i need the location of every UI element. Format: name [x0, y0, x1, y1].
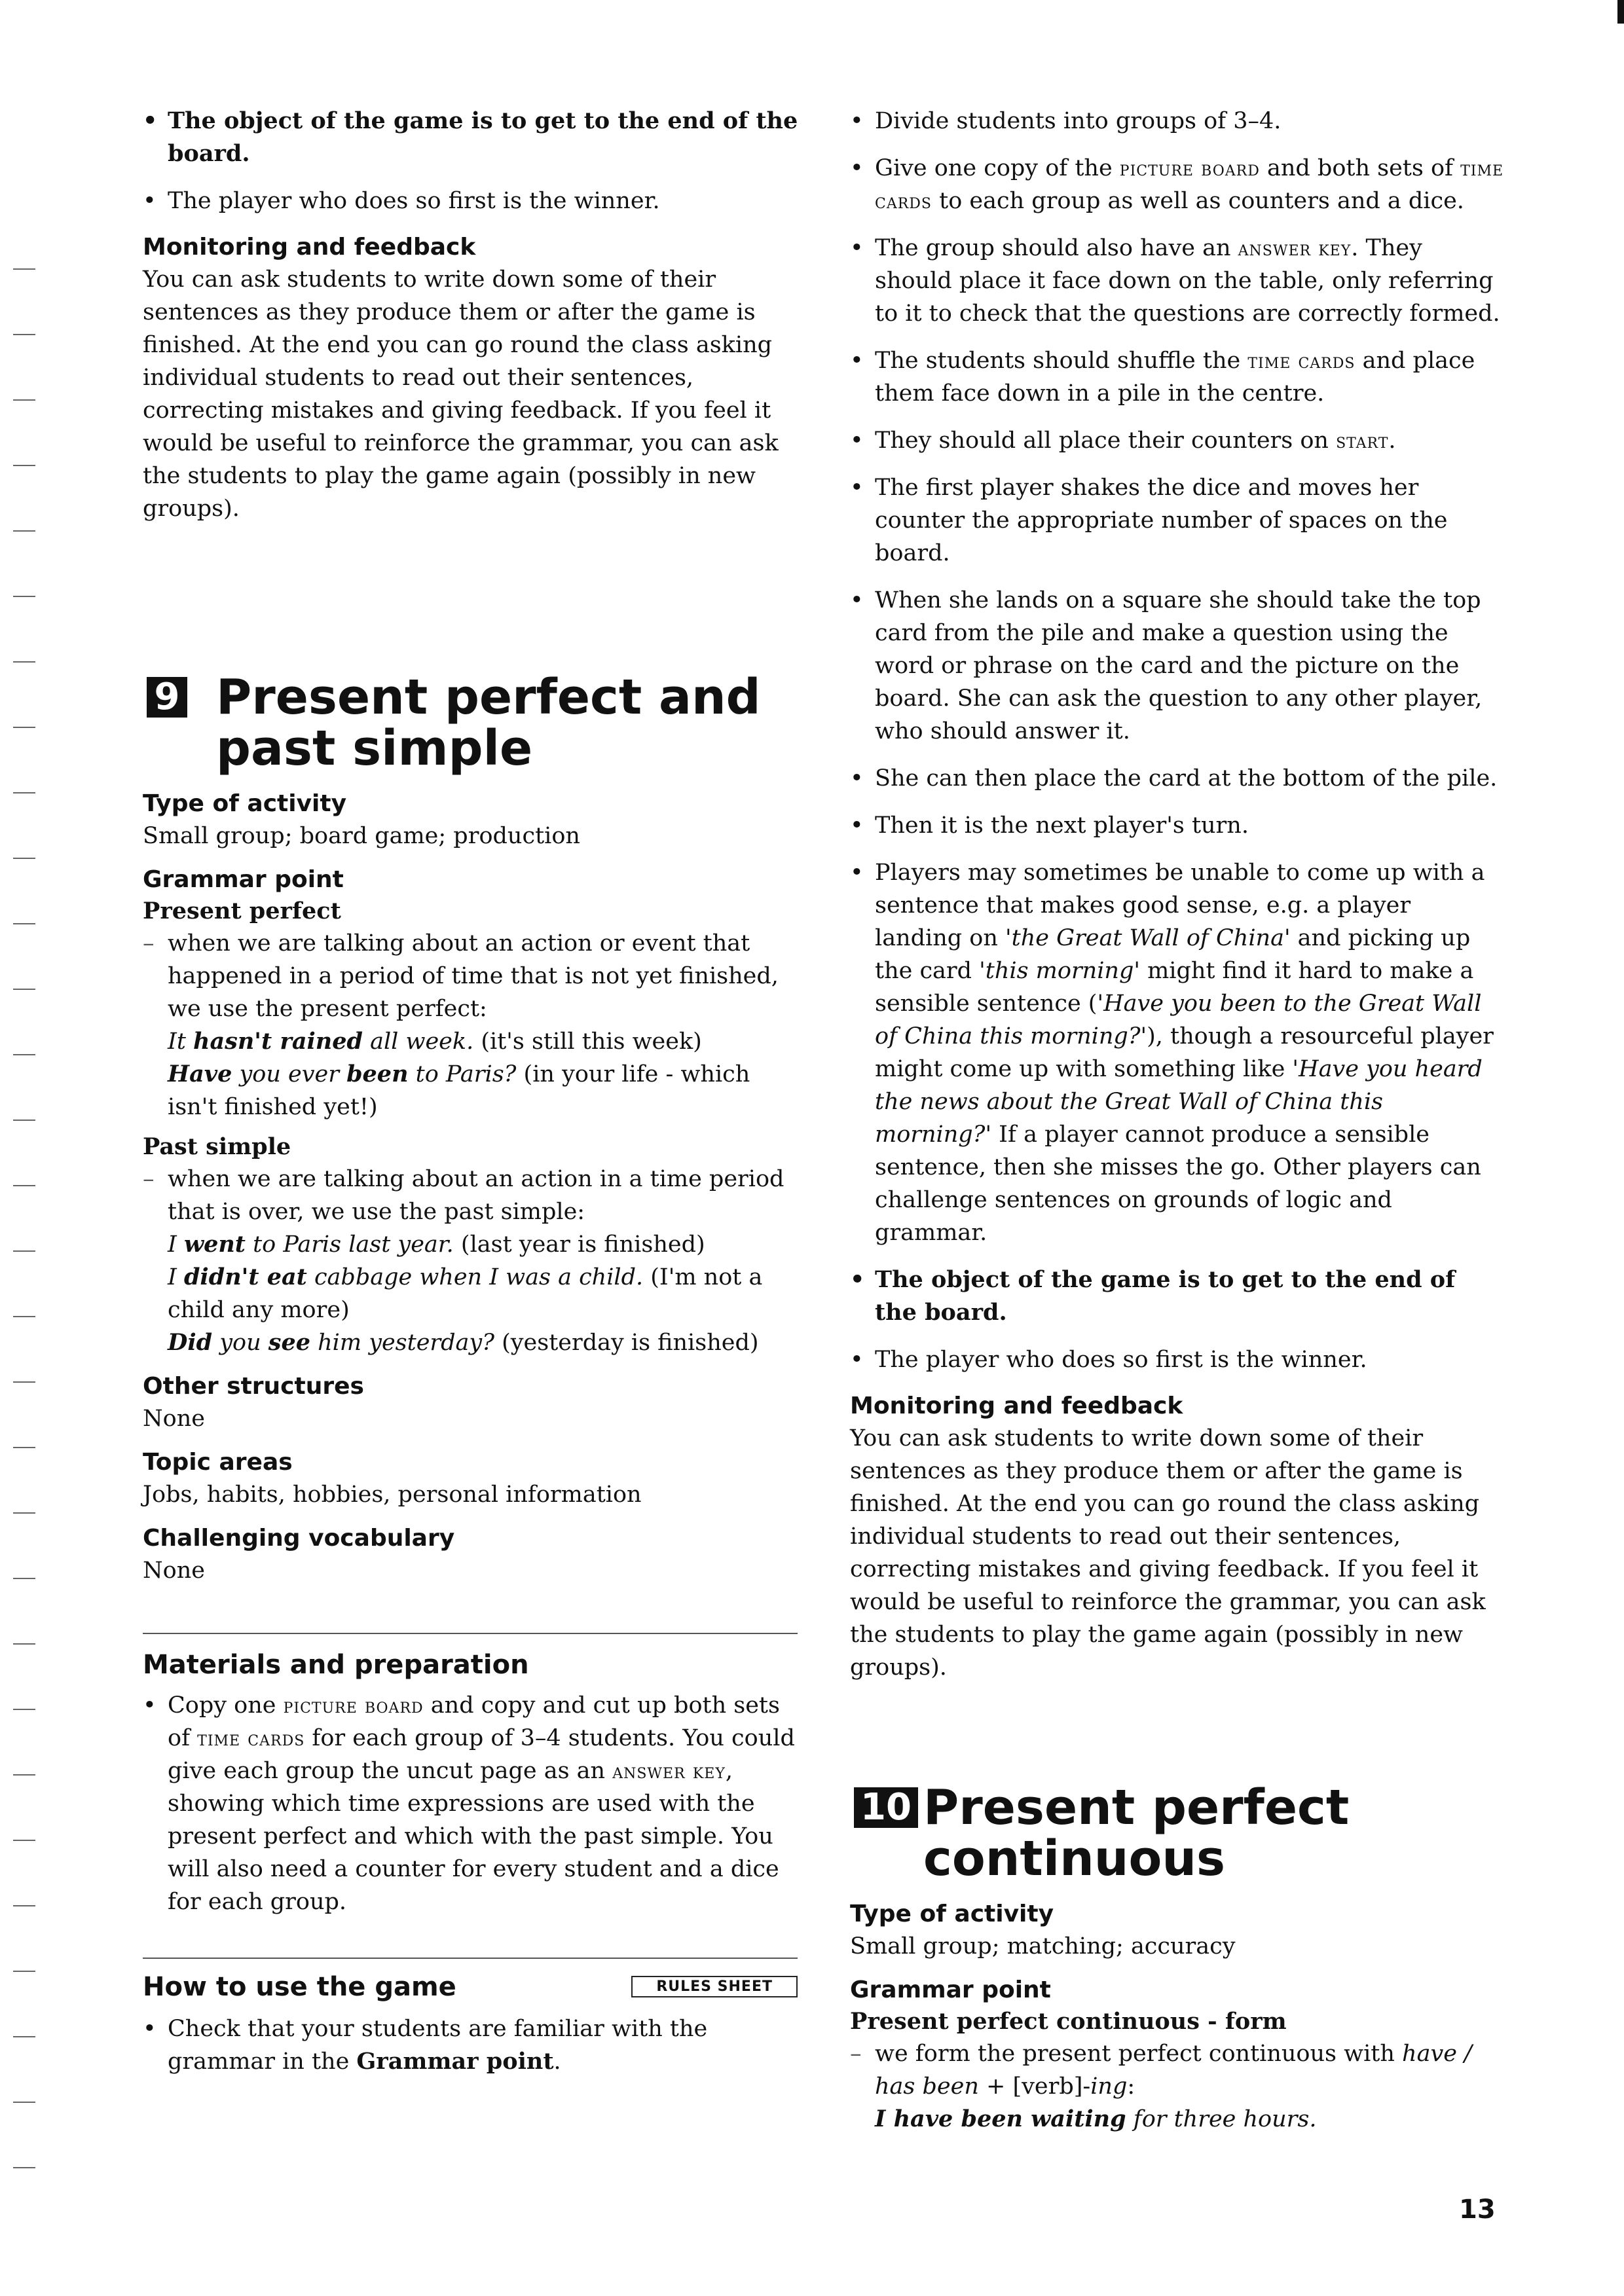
rules-sheet-badge: RULES SHEET [631, 1976, 798, 1997]
list-item: • The group should also have an answer key. They should place it face down on the table, only referring to it to check that the questions are correctly formed. [850, 232, 1505, 330]
example-sentence: I went to Paris last year. (last year is finished) [168, 1231, 705, 1258]
topic-areas-text: Jobs, habits, hobbies, personal information [143, 1482, 642, 1508]
example-sentence: I didn't eat cabbage when I was a child. (I'm not a child any more) [168, 1264, 763, 1323]
section-number-badge: 9 [147, 677, 187, 718]
ppc-list [850, 2037, 1505, 2103]
list-item: • They should all place their counters on start. [850, 424, 1505, 457]
example-sentence: Have you ever been to Paris? (in your life - which isn't finished yet!) [168, 1061, 750, 1120]
left-top-bullets [143, 105, 804, 217]
title-line-2: continuous [923, 1831, 1226, 1887]
challenging-vocabulary-heading: Challenging vocabulary [143, 1525, 455, 1552]
list-item: – when we are talking about an action in a time period that is over, we use the past simple: [143, 1163, 804, 1228]
list-item: • She can then place the card at the bottom of the pile. [850, 762, 1505, 795]
materials-heading: Materials and preparation [143, 1650, 529, 1680]
section-divider [143, 1633, 798, 1634]
list-item: • Divide students into groups of 3–4. [850, 105, 1505, 137]
list-item: • The player who does so first is the winner. [850, 1343, 1505, 1376]
grammar-point-heading: Grammar point [850, 1977, 1051, 2003]
materials-list [143, 1689, 804, 1918]
list-item: • Then it is the next player's turn. [850, 809, 1505, 842]
section-10-title [850, 1779, 1505, 1887]
grammar-point-heading: Grammar point [143, 866, 344, 893]
right-column [850, 105, 1505, 2136]
rules-list [850, 105, 1505, 1376]
list-item: • Check that your students are familiar with the grammar in the Grammar point. [143, 2013, 804, 2078]
page-number: 13 [1459, 2195, 1496, 2225]
ppc-form-heading: Present perfect continuous - form [850, 2008, 1287, 2035]
monitoring-text: You can ask students to write down some of their sentences as they produce them or after the game is finished. At the end you can go round the class asking individual students to read out their sentences, correcting mistakes and giving feedback. If you feel it would be useful to reinforce the grammar, you can ask the students to play the game again (possibly in new groups). [850, 1425, 1486, 1681]
present-perfect-heading: Present perfect [143, 898, 341, 924]
section-number-badge: 10 [854, 1787, 918, 1828]
other-structures-text: None [143, 1406, 205, 1432]
monitoring-text: You can ask students to write down some of their sentences as they produce them or after the game is finished. At the end you can go round the class asking individual students to read out their sentences, correcting mistakes and giving feedback. If you feel it would be useful to reinforce the grammar, you can ask the students to play the game again (possibly in new groups). [143, 266, 779, 522]
list-item: • Give one copy of the picture board and both sets of time cards to each group as well as counters and a dice. [850, 152, 1505, 217]
list-item: • Copy one picture board and copy and cut up both sets of time cards for each group of 3–4 students. You could give each group the uncut page as an answer key, showing which time expressions are used with the present perfect and which with the past simple. You will also need a counter for every student and a dice for each group. [143, 1689, 804, 1918]
how-to-use-heading: How to use the game [143, 1972, 456, 2002]
list-item: • When she lands on a square she should take the top card from the pile and make a question using the word or phrase on the card and the picture on the board. She can ask the question to any other player, who should answer it. [850, 584, 1505, 748]
type-of-activity-text: Small group; board game; production [143, 823, 580, 849]
type-of-activity-heading: Type of activity [850, 1901, 1054, 1927]
section-9-title [143, 669, 804, 776]
topic-areas-heading: Topic areas [143, 1449, 293, 1476]
section-divider [143, 1958, 798, 1959]
example-sentence: It hasn't rained all week. (it's still this week) [168, 1028, 702, 1055]
challenging-vocabulary-text: None [143, 1558, 205, 1584]
list-item: • The students should shuffle the time cards and place them face down in a pile in the centre. [850, 344, 1505, 410]
list-item: • The object of the game is to get to the end of the board. [850, 1264, 1505, 1329]
type-of-activity-heading: Type of activity [143, 790, 347, 817]
example-sentence: I have been waiting for three hours. [875, 2105, 1317, 2132]
type-of-activity-text: Small group; matching; accuracy [850, 1933, 1236, 1959]
list-item: • The object of the game is to get to the end of the board. [143, 105, 804, 170]
title-line-2: past simple [216, 720, 533, 776]
monitoring-heading: Monitoring and feedback [850, 1393, 1183, 1419]
list-item: • The player who does so first is the winner. [143, 185, 804, 217]
howto-list [143, 2013, 804, 2078]
howto-header [143, 1969, 798, 2005]
list-item: – we form the present perfect continuous with have / has been + [verb]-ing: [850, 2037, 1505, 2103]
title-line-1: Present perfect and [216, 669, 761, 725]
present-perfect-list [143, 927, 804, 1025]
past-simple-list [143, 1163, 804, 1228]
list-item: • The first player shakes the dice and moves her counter the appropriate number of spaces on the board. [850, 471, 1505, 570]
monitoring-heading: Monitoring and feedback [143, 234, 476, 261]
margin-ticks [9, 249, 35, 2246]
list-item: • Players may sometimes be unable to come up with a sentence that makes good sense, e.g. a player landing on 'the Great Wall of China' and picking up the card 'this morning' might find it hard to make a sensible sentence ('Have you been to the Great Wall of China this morning?'), though a resourceful player might come up with something like 'Have you heard the news about the Great Wall of China this morning?' If a player cannot produce a sensible sentence, then she misses the go. Other players can challenge sentences on grounds of logic and grammar. [850, 856, 1505, 1249]
past-simple-heading: Past simple [143, 1133, 291, 1160]
left-column [143, 105, 804, 2092]
scan-corner-mark [1617, 0, 1624, 24]
list-item: – when we are talking about an action or event that happened in a period of time that is not yet finished, we use the present perfect: [143, 927, 804, 1025]
example-sentence: Did you see him yesterday? (yesterday is finished) [168, 1329, 759, 1356]
title-line-1: Present perfect [923, 1779, 1350, 1836]
other-structures-heading: Other structures [143, 1373, 364, 1400]
